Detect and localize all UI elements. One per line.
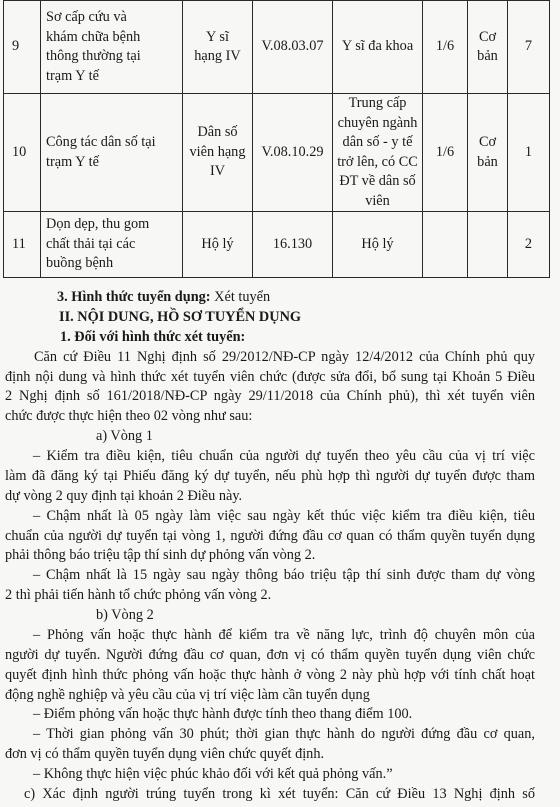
rank-code: V.08.03.07	[253, 1, 333, 94]
section-3-heading	[57, 287, 270, 307]
qualification-line: dân số - y tế	[342, 134, 413, 150]
round-1-heading: a) Vòng 1	[96, 428, 153, 445]
qualification-line: trở lên, có CC	[337, 153, 418, 170]
qualification	[333, 1, 423, 94]
position-type	[468, 94, 508, 212]
quantity: 7	[508, 1, 550, 94]
professional-rank-line: Hộ lý	[201, 235, 234, 252]
professional-rank-line: Dân số	[197, 124, 238, 141]
paragraph-line: – Thời gian phỏng vấn 30 phút; thời gian thực hành do người đứng đầu cơ quan,	[33, 726, 535, 743]
job-position	[41, 212, 183, 278]
paragraph-line: động nghề nghiệp và yêu cầu của vị trí việc làm cần tuyển dụng	[5, 686, 370, 703]
paragraph-line: định nội dung và hình thức xét tuyển viên chức (được sửa đổi, bổ sung tại Khoản 5 Điều	[5, 368, 535, 385]
paragraph-line: 2 thì phải tiến hành tổ chức phỏng vấn vòng 2.	[5, 587, 272, 604]
paragraph-line: – Kiểm tra điều kiện, tiêu chuẩn của người dự tuyển theo yêu cầu của vị trí việc	[33, 448, 535, 465]
paragraph-line: Căn cứ Điều 11 Nghị định số 29/2012/NĐ-CP ngày 12/4/2012 của Chính phủ quy	[34, 348, 535, 365]
paragraph-line: làm đã đăng ký tại Phiếu đăng ký dự tuyển, nếu phù hợp thì người dự tuyển được tham	[5, 467, 535, 484]
row-number: 10	[4, 94, 41, 212]
professional-rank	[183, 1, 253, 94]
job-position-line: thông thường tại	[46, 48, 141, 64]
job-position-line: khám chữa bệnh	[46, 28, 141, 45]
job-position-line: trạm Y tế	[46, 67, 99, 84]
table-row	[4, 94, 550, 212]
professional-rank-line: IV	[209, 163, 226, 180]
qualification-line: Trung cấp	[348, 95, 407, 111]
ratio: 1/6	[423, 1, 468, 94]
professional-rank-line: Y sĩ	[206, 28, 229, 45]
qualification-line: Y sĩ đa khoa	[341, 38, 414, 55]
job-position	[41, 94, 183, 212]
job-position-line: Công tác dân số tại	[46, 134, 156, 150]
paragraph-line: phải thông báo triệu tập thí sinh dự phỏng vấn vòng 2.	[5, 547, 316, 564]
position-type	[468, 1, 508, 94]
professional-rank	[183, 212, 253, 278]
position-type-line: bản	[477, 48, 498, 64]
paragraph-line: – Điểm phỏng vấn hoặc thực hành được tính theo thang điểm 100.	[33, 706, 413, 723]
recruitment-table	[3, 0, 550, 278]
section-3-value: Xét tuyển	[210, 289, 271, 305]
qualification-line: Hộ lý	[361, 235, 394, 252]
paragraph-line: người dự tuyển. Người đứng đầu cơ quan, đơn vị có thẩm quyền tuyển dụng viên chức	[5, 646, 535, 663]
qualification	[333, 212, 423, 278]
table-row	[4, 1, 550, 94]
job-position-line: buồng bệnh	[46, 255, 114, 272]
qualification-line: ĐT về dân số	[339, 173, 416, 189]
job-position	[41, 1, 183, 94]
paragraph-line: dự vòng 2 quy định tại khoản 2 Điều này.	[5, 487, 243, 504]
paragraph-line: – Chậm nhất là 15 ngày sau ngày thông báo triệu tập thí sinh được tham dự vòng	[33, 567, 535, 584]
ratio: 1/6	[423, 94, 468, 212]
qualification-line: chuyên ngành	[337, 114, 418, 131]
section-3-label: 3. Hình thức tuyển dụng:	[57, 289, 211, 305]
job-position-line: Dọn dẹp, thu gom	[46, 216, 150, 233]
professional-rank-line: hạng IV	[194, 48, 241, 64]
section-1-heading: 1. Đối với hình thức xét tuyển:	[60, 328, 246, 345]
job-position-line: chất thải tại các	[46, 235, 136, 252]
ratio	[423, 212, 468, 278]
paragraph-line: – Phỏng vấn hoặc thực hành để kiểm tra về năng lực, trình độ chuyên môn của	[33, 626, 535, 643]
job-position-line: Sơ cấp cứu và	[46, 9, 127, 25]
qualification-line: viên	[365, 192, 390, 209]
section-II-heading: II. NỘI DUNG, HỒ SƠ TUYỂN DỤNG	[59, 308, 302, 325]
rank-code: 16.130	[253, 212, 333, 278]
position-type-line: Cơ	[478, 28, 497, 45]
row-number: 11	[4, 212, 41, 278]
professional-rank	[183, 94, 253, 212]
paragraph-line: – Không thực hiện việc phúc khảo đối với kết quả phỏng vấn.”	[33, 766, 393, 783]
position-type-line: bản	[477, 153, 498, 170]
round-2-heading: b) Vòng 2	[96, 607, 154, 624]
qualification	[333, 94, 423, 212]
professional-rank-line: viên hạng	[189, 143, 246, 160]
quantity: 1	[508, 94, 550, 212]
paragraph-line: 2 Nghị định số 161/2018/NĐ-CP ngày 29/11/2018 của Chính phủ), thì xét tuyển viên	[5, 388, 535, 405]
paragraph-line: c) Xác định người trúng tuyển trong kì xét tuyển: Căn cứ Điều 13 Nghị định số	[24, 786, 535, 802]
paragraph-line: chức được thực hiện theo 02 vòng như sau:	[5, 408, 253, 425]
job-position-line: trạm Y tế	[46, 153, 99, 170]
row-number: 9	[4, 1, 41, 94]
quantity: 2	[508, 212, 550, 278]
position-type	[468, 212, 508, 278]
paragraph-line: chuẩn của người dự tuyển tại vòng 1, người đứng đầu cơ quan có thẩm quyền tuyển dụng	[5, 527, 535, 544]
paragraph-line: quyết định hình thức phỏng vấn hoặc thực hành ở vòng 2 này phù hợp với tính chất hoạt	[5, 666, 535, 683]
paragraph-line: đơn vị có thẩm quyền tuyển dụng viên chức quyết định.	[5, 746, 325, 763]
table-row	[4, 212, 550, 278]
paragraph-line: – Chậm nhất là 05 ngày làm việc sau ngày kết thúc việc kiểm tra điều kiện, tiêu	[33, 507, 535, 524]
rank-code: V.08.10.29	[253, 94, 333, 212]
position-type-line: Cơ	[478, 134, 497, 150]
